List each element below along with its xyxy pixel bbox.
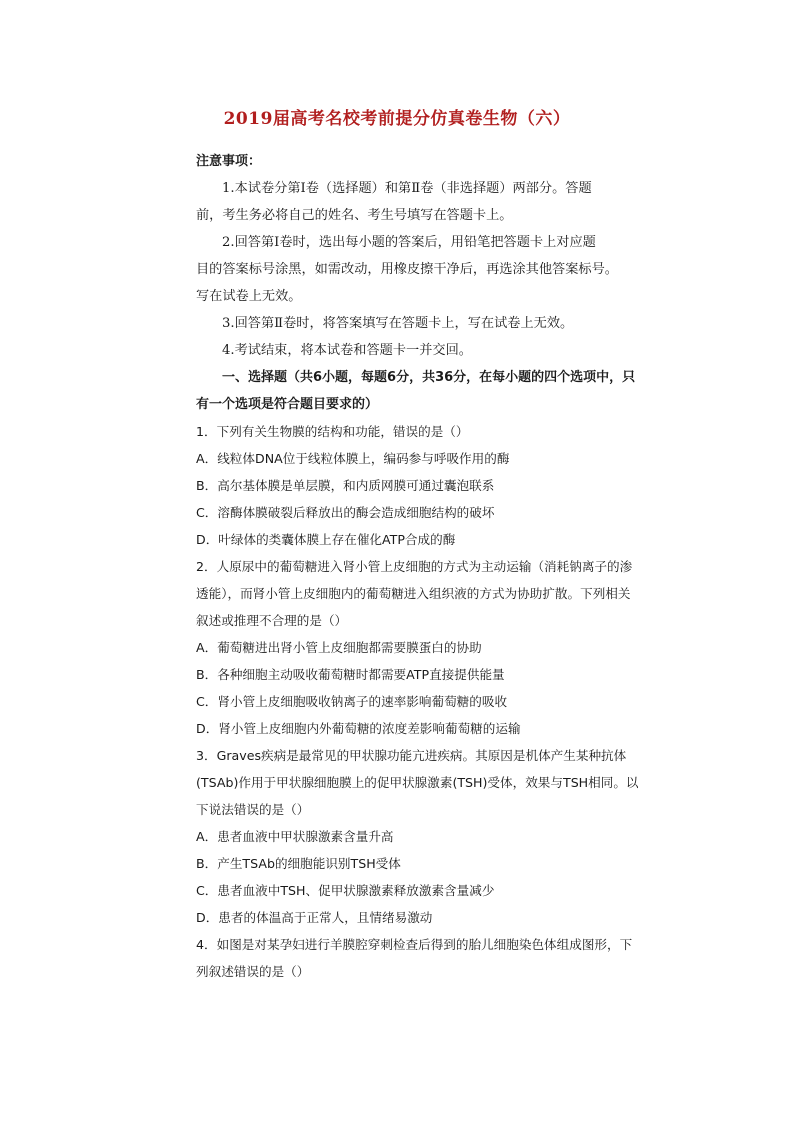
question-option: A．葡萄糖进出肾小管上皮细胞都需要膜蛋白的协助 (196, 640, 482, 655)
exam-title: 2019届高考名校考前提分仿真卷生物（六） (223, 109, 571, 129)
notice-line: 目的答案标号涂黑，如需改动，用橡皮擦干净后，再选涂其他答案标号。 (196, 262, 618, 277)
section-heading: 一、选择题（共6小题，每题6分，共36分，在每小题的四个选项中，只 (222, 370, 636, 385)
question-option: B．产生TSAb的细胞能识别TSH受体 (196, 856, 401, 871)
question-stem: 下说法错误的是（） (196, 802, 310, 817)
question-option: D．患者的体温高于正常人，且情绪易激动 (196, 910, 433, 925)
section-heading-cont: 有一个选项是符合题目要求的） (196, 397, 379, 412)
notice-line: 4.考试结束，将本试卷和答题卡一并交回。 (222, 343, 472, 358)
question-stem: (TSAb)作用于甲状腺细胞膜上的促甲状腺激素(TSH)受体，效果与TSH相同。以 (196, 775, 639, 790)
question-stem: 2．人原尿中的葡萄糖进入肾小管上皮细胞的方式为主动运输（消耗钠离子的渗 (196, 559, 633, 574)
question-option: A．患者血液中甲状腺激素含量升高 (196, 829, 394, 844)
question-option: C．溶酶体膜破裂后释放出的酶会造成细胞结构的破坏 (196, 505, 495, 520)
question-stem: 3．Graves疾病是最常见的甲状腺功能亢进疾病。其原因是机体产生某种抗体 (196, 748, 627, 763)
question-option: B．高尔基体膜是单层膜，和内质网膜可通过囊泡联系 (196, 478, 495, 493)
question-stem: 1．下列有关生物膜的结构和功能，错误的是（） (196, 424, 469, 439)
exam-body (196, 148, 676, 985)
notice-line: 1.本试卷分第Ⅰ卷（选择题）和第Ⅱ卷（非选择题）两部分。答题 (222, 181, 592, 196)
notice-line: 写在试卷上无效。 (196, 289, 302, 304)
question-stem: 4．如图是对某孕妇进行羊膜腔穿刺检查后得到的胎儿细胞染色体组成图形，下 (196, 937, 633, 952)
question-stem: 透能），而肾小管上皮细胞内的葡萄糖进入组织液的方式为协助扩散。下列相关 (196, 586, 631, 601)
question-option: A．线粒体DNA位于线粒体膜上，编码参与呼吸作用的酶 (196, 451, 510, 466)
question-stem: 列叙述错误的是（） (196, 964, 310, 979)
question-option: C．肾小管上皮细胞吸收钠离子的速率影响葡萄糖的吸收 (196, 694, 508, 709)
question-option: B．各种细胞主动吸收葡萄糖时都需要ATP直接提供能量 (196, 667, 505, 682)
question-stem: 叙述或推理不合理的是（） (196, 613, 348, 628)
notice-line: 2.回答第Ⅰ卷时，选出每小题的答案后，用铅笔把答题卡上对应题 (222, 235, 596, 250)
notice-line: 3.回答第Ⅱ卷时，将答案填写在答题卡上，写在试卷上无效。 (222, 316, 574, 331)
question-option: D．叶绿体的类囊体膜上存在催化ATP合成的酶 (196, 532, 456, 547)
question-option: D．肾小管上皮细胞内外葡萄糖的浓度差影响葡萄糖的运输 (196, 721, 521, 736)
notice-heading: 注意事项： (196, 154, 262, 169)
notice-line: 前，考生务必将自己的姓名、考生号填写在答题卡上。 (196, 208, 513, 223)
question-option: C．患者血液中TSH、促甲状腺激素释放激素含量减少 (196, 883, 495, 898)
